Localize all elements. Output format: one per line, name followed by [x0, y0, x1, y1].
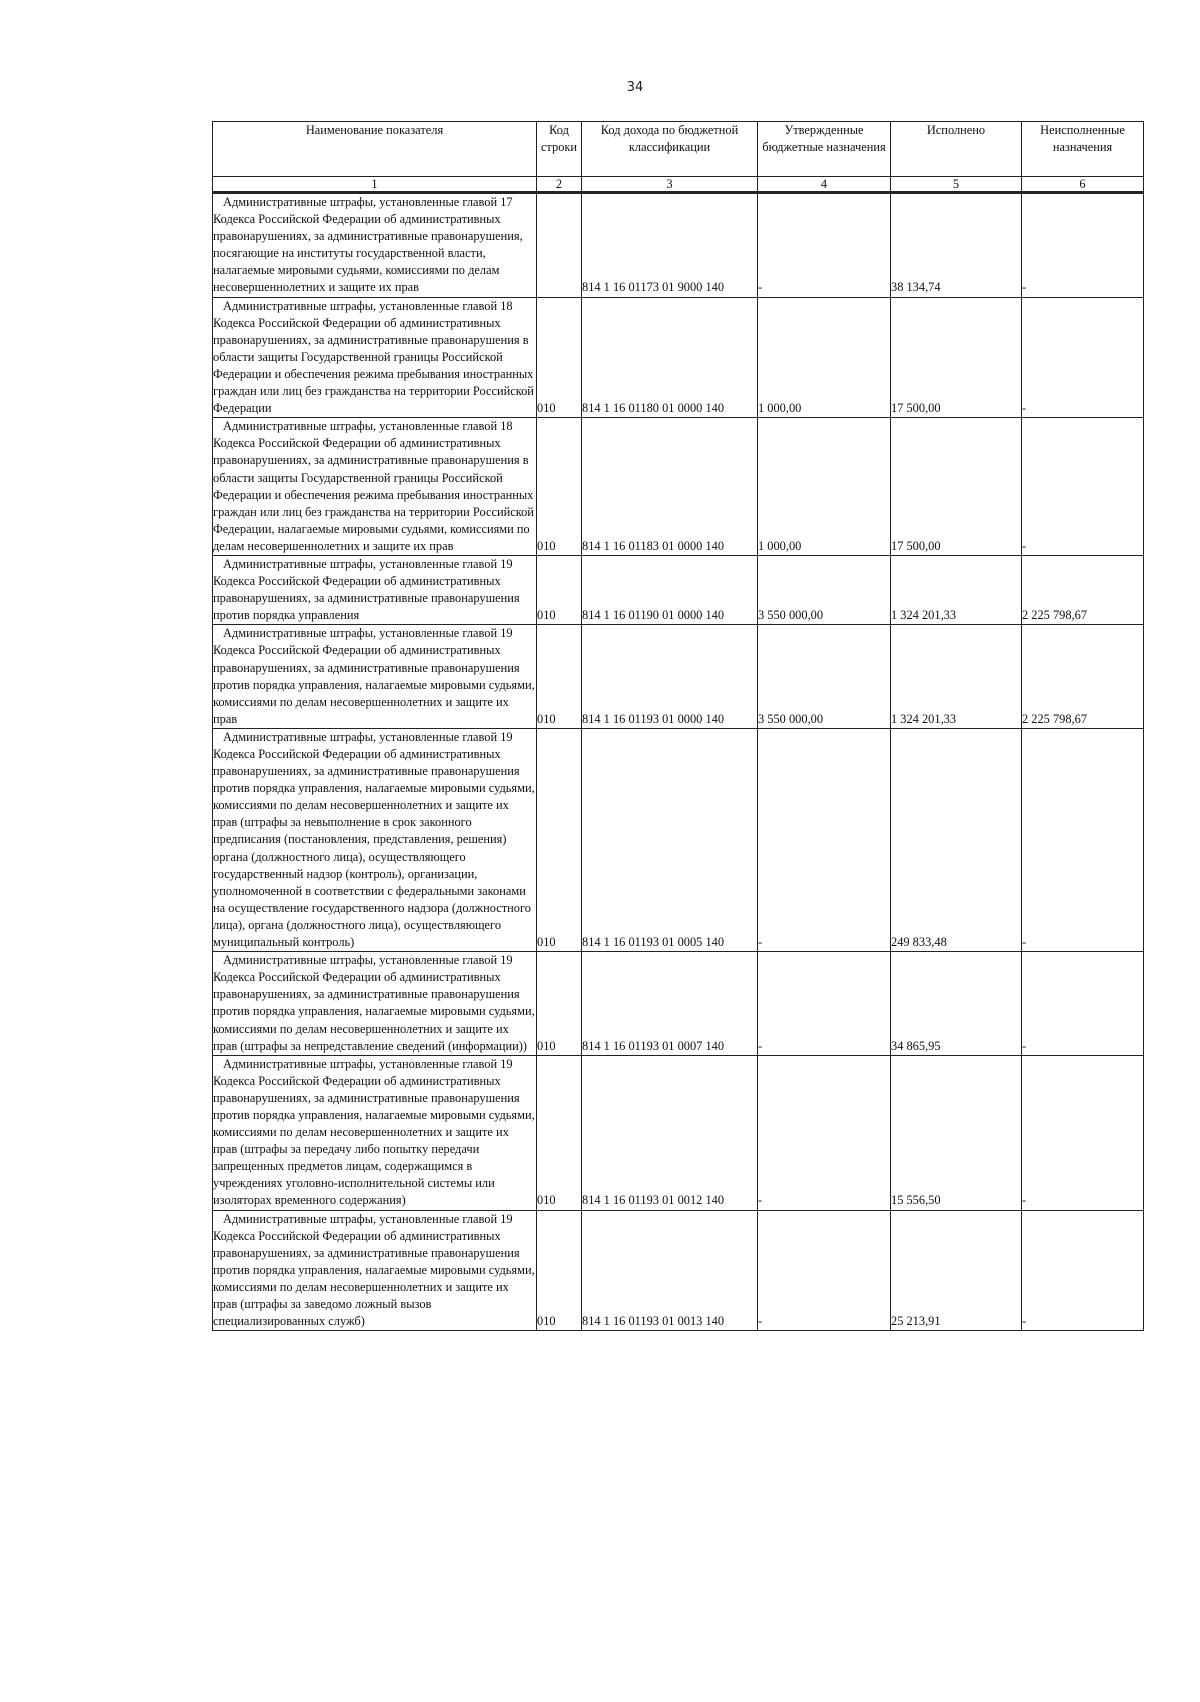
- header-unexecuted: Неисполненные назначения: [1022, 122, 1144, 177]
- column-number: 4: [758, 177, 891, 193]
- header-approved: Утвержденные бюджетные назначения: [758, 122, 891, 177]
- row-name: Административные штрафы, установленные главой 19 Кодекса Российской Федерации об административных правонарушениях, за административные правонарушения против порядка управления, налагаемые мировыми судьями, комиссиями по делам несовершеннолетних и защите их прав (штрафы за непредставление сведений (информации)): [213, 952, 537, 1056]
- row-unexecuted: -: [1022, 1210, 1144, 1331]
- row-executed: 15 556,50: [891, 1055, 1022, 1210]
- row-income-code: 814 1 16 01193 01 0012 140: [582, 1055, 758, 1210]
- header-name: Наименование показателя: [213, 122, 537, 177]
- header-line-code: Код строки: [537, 122, 582, 177]
- column-number-row: [213, 177, 1144, 193]
- row-name: Административные штрафы, установленные главой 17 Кодекса Российской Федерации об административных правонарушениях, за административные правонарушения, посягающие на институты государственной власти, налагаемые мировыми судьями, комиссиями по делам несовершеннолетних и защите их прав: [213, 193, 537, 298]
- row-approved: -: [758, 1055, 891, 1210]
- table-row: [213, 952, 1144, 1056]
- row-line-code: 010: [537, 1055, 582, 1210]
- row-name: Административные штрафы, установленные главой 18 Кодекса Российской Федерации об административных правонарушениях, за административные правонарушения в области защиты Государственной границы Российской Федерации и обеспечения режима пребывания иностранных граждан или лиц без гражданства на территории Российской Федерации: [213, 297, 537, 418]
- row-name: Административные штрафы, установленные главой 19 Кодекса Российской Федерации об административных правонарушениях, за административные правонарушения против порядка управления, налагаемые мировыми судьями, комиссиями по делам несовершеннолетних и защите их прав: [213, 625, 537, 729]
- page-number: 34: [626, 80, 644, 95]
- row-approved: -: [758, 728, 891, 951]
- row-executed: 249 833,48: [891, 728, 1022, 951]
- row-name: Административные штрафы, установленные главой 19 Кодекса Российской Федерации об административных правонарушениях, за административные правонарушения против порядка управления, налагаемые мировыми судьями, комиссиями по делам несовершеннолетних и защите их прав (штрафы за заведомо ложный вызов специализированных служб): [213, 1210, 537, 1331]
- row-line-code: [537, 193, 582, 298]
- row-name: Административные штрафы, установленные главой 19 Кодекса Российской Федерации об административных правонарушениях, за административные правонарушения против порядка управления, налагаемые мировыми судьями, комиссиями по делам несовершеннолетних и защите их прав (штрафы за передачу либо попытку передачи запрещенных предметов лицам, содержащимся в учреждениях уголовно-исполнительной системы или изоляторах временного содержания): [213, 1055, 537, 1210]
- table-row: [213, 1055, 1144, 1210]
- row-unexecuted: -: [1022, 297, 1144, 418]
- row-executed: 17 500,00: [891, 297, 1022, 418]
- row-approved: -: [758, 193, 891, 298]
- row-executed: 25 213,91: [891, 1210, 1022, 1331]
- table-row: [213, 193, 1144, 298]
- row-approved: 3 550 000,00: [758, 555, 891, 624]
- column-number: 2: [537, 177, 582, 193]
- row-unexecuted: -: [1022, 418, 1144, 556]
- row-line-code: 010: [537, 728, 582, 951]
- row-income-code: 814 1 16 01183 01 0000 140: [582, 418, 758, 556]
- row-line-code: 010: [537, 952, 582, 1056]
- row-unexecuted: 2 225 798,67: [1022, 555, 1144, 624]
- row-income-code: 814 1 16 01180 01 0000 140: [582, 297, 758, 418]
- row-unexecuted: 2 225 798,67: [1022, 625, 1144, 729]
- row-executed: 38 134,74: [891, 193, 1022, 298]
- row-executed: 1 324 201,33: [891, 555, 1022, 624]
- row-income-code: 814 1 16 01190 01 0000 140: [582, 555, 758, 624]
- row-name: Административные штрафы, установленные главой 19 Кодекса Российской Федерации об административных правонарушениях, за административные правонарушения против порядка управления, налагаемые мировыми судьями, комиссиями по делам несовершеннолетних и защите их прав (штрафы за невыполнение в срок законного предписания (постановления, представления, решения) органа (должностного лица), осуществляющего государственный надзор (контроль), организации, уполномоченной в соответствии с федеральными законами на осуществление государственного надзора (должностного лица), органа (должностного лица), осуществляющего муниципальный контроль): [213, 728, 537, 951]
- header-income-code: Код дохода по бюджетной классификации: [582, 122, 758, 177]
- row-name: Административные штрафы, установленные главой 18 Кодекса Российской Федерации об административных правонарушениях, за административные правонарушения в области защиты Государственной границы Российской Федерации и обеспечения режима пребывания иностранных граждан или лиц без гражданства на территории Российской Федерации, налагаемые мировыми судьями, комиссиями по делам несовершеннолетних и защите их прав: [213, 418, 537, 556]
- row-approved: 1 000,00: [758, 418, 891, 556]
- row-line-code: 010: [537, 625, 582, 729]
- header-row: [213, 122, 1144, 177]
- row-name: Административные штрафы, установленные главой 19 Кодекса Российской Федерации об административных правонарушениях, за административные правонарушения против порядка управления: [213, 555, 537, 624]
- table-row: [213, 297, 1144, 418]
- row-approved: 3 550 000,00: [758, 625, 891, 729]
- row-unexecuted: -: [1022, 728, 1144, 951]
- column-number: 6: [1022, 177, 1144, 193]
- row-approved: 1 000,00: [758, 297, 891, 418]
- row-income-code: 814 1 16 01173 01 9000 140: [582, 193, 758, 298]
- row-income-code: 814 1 16 01193 01 0005 140: [582, 728, 758, 951]
- row-line-code: 010: [537, 1210, 582, 1331]
- table-row: [213, 1210, 1144, 1331]
- table-row: [213, 555, 1144, 624]
- header-executed: Исполнено: [891, 122, 1022, 177]
- column-number: 1: [213, 177, 537, 193]
- row-approved: -: [758, 1210, 891, 1331]
- table-row: [213, 418, 1144, 556]
- row-income-code: 814 1 16 01193 01 0000 140: [582, 625, 758, 729]
- budget-income-table: [212, 121, 1144, 1331]
- row-approved: -: [758, 952, 891, 1056]
- column-number: 5: [891, 177, 1022, 193]
- row-income-code: 814 1 16 01193 01 0013 140: [582, 1210, 758, 1331]
- row-line-code: 010: [537, 555, 582, 624]
- row-unexecuted: -: [1022, 193, 1144, 298]
- row-line-code: 010: [537, 297, 582, 418]
- row-executed: 1 324 201,33: [891, 625, 1022, 729]
- row-line-code: 010: [537, 418, 582, 556]
- row-executed: 17 500,00: [891, 418, 1022, 556]
- table-row: [213, 728, 1144, 951]
- table-row: [213, 625, 1144, 729]
- row-executed: 34 865,95: [891, 952, 1022, 1056]
- row-unexecuted: -: [1022, 1055, 1144, 1210]
- row-income-code: 814 1 16 01193 01 0007 140: [582, 952, 758, 1056]
- row-unexecuted: -: [1022, 952, 1144, 1056]
- column-number: 3: [582, 177, 758, 193]
